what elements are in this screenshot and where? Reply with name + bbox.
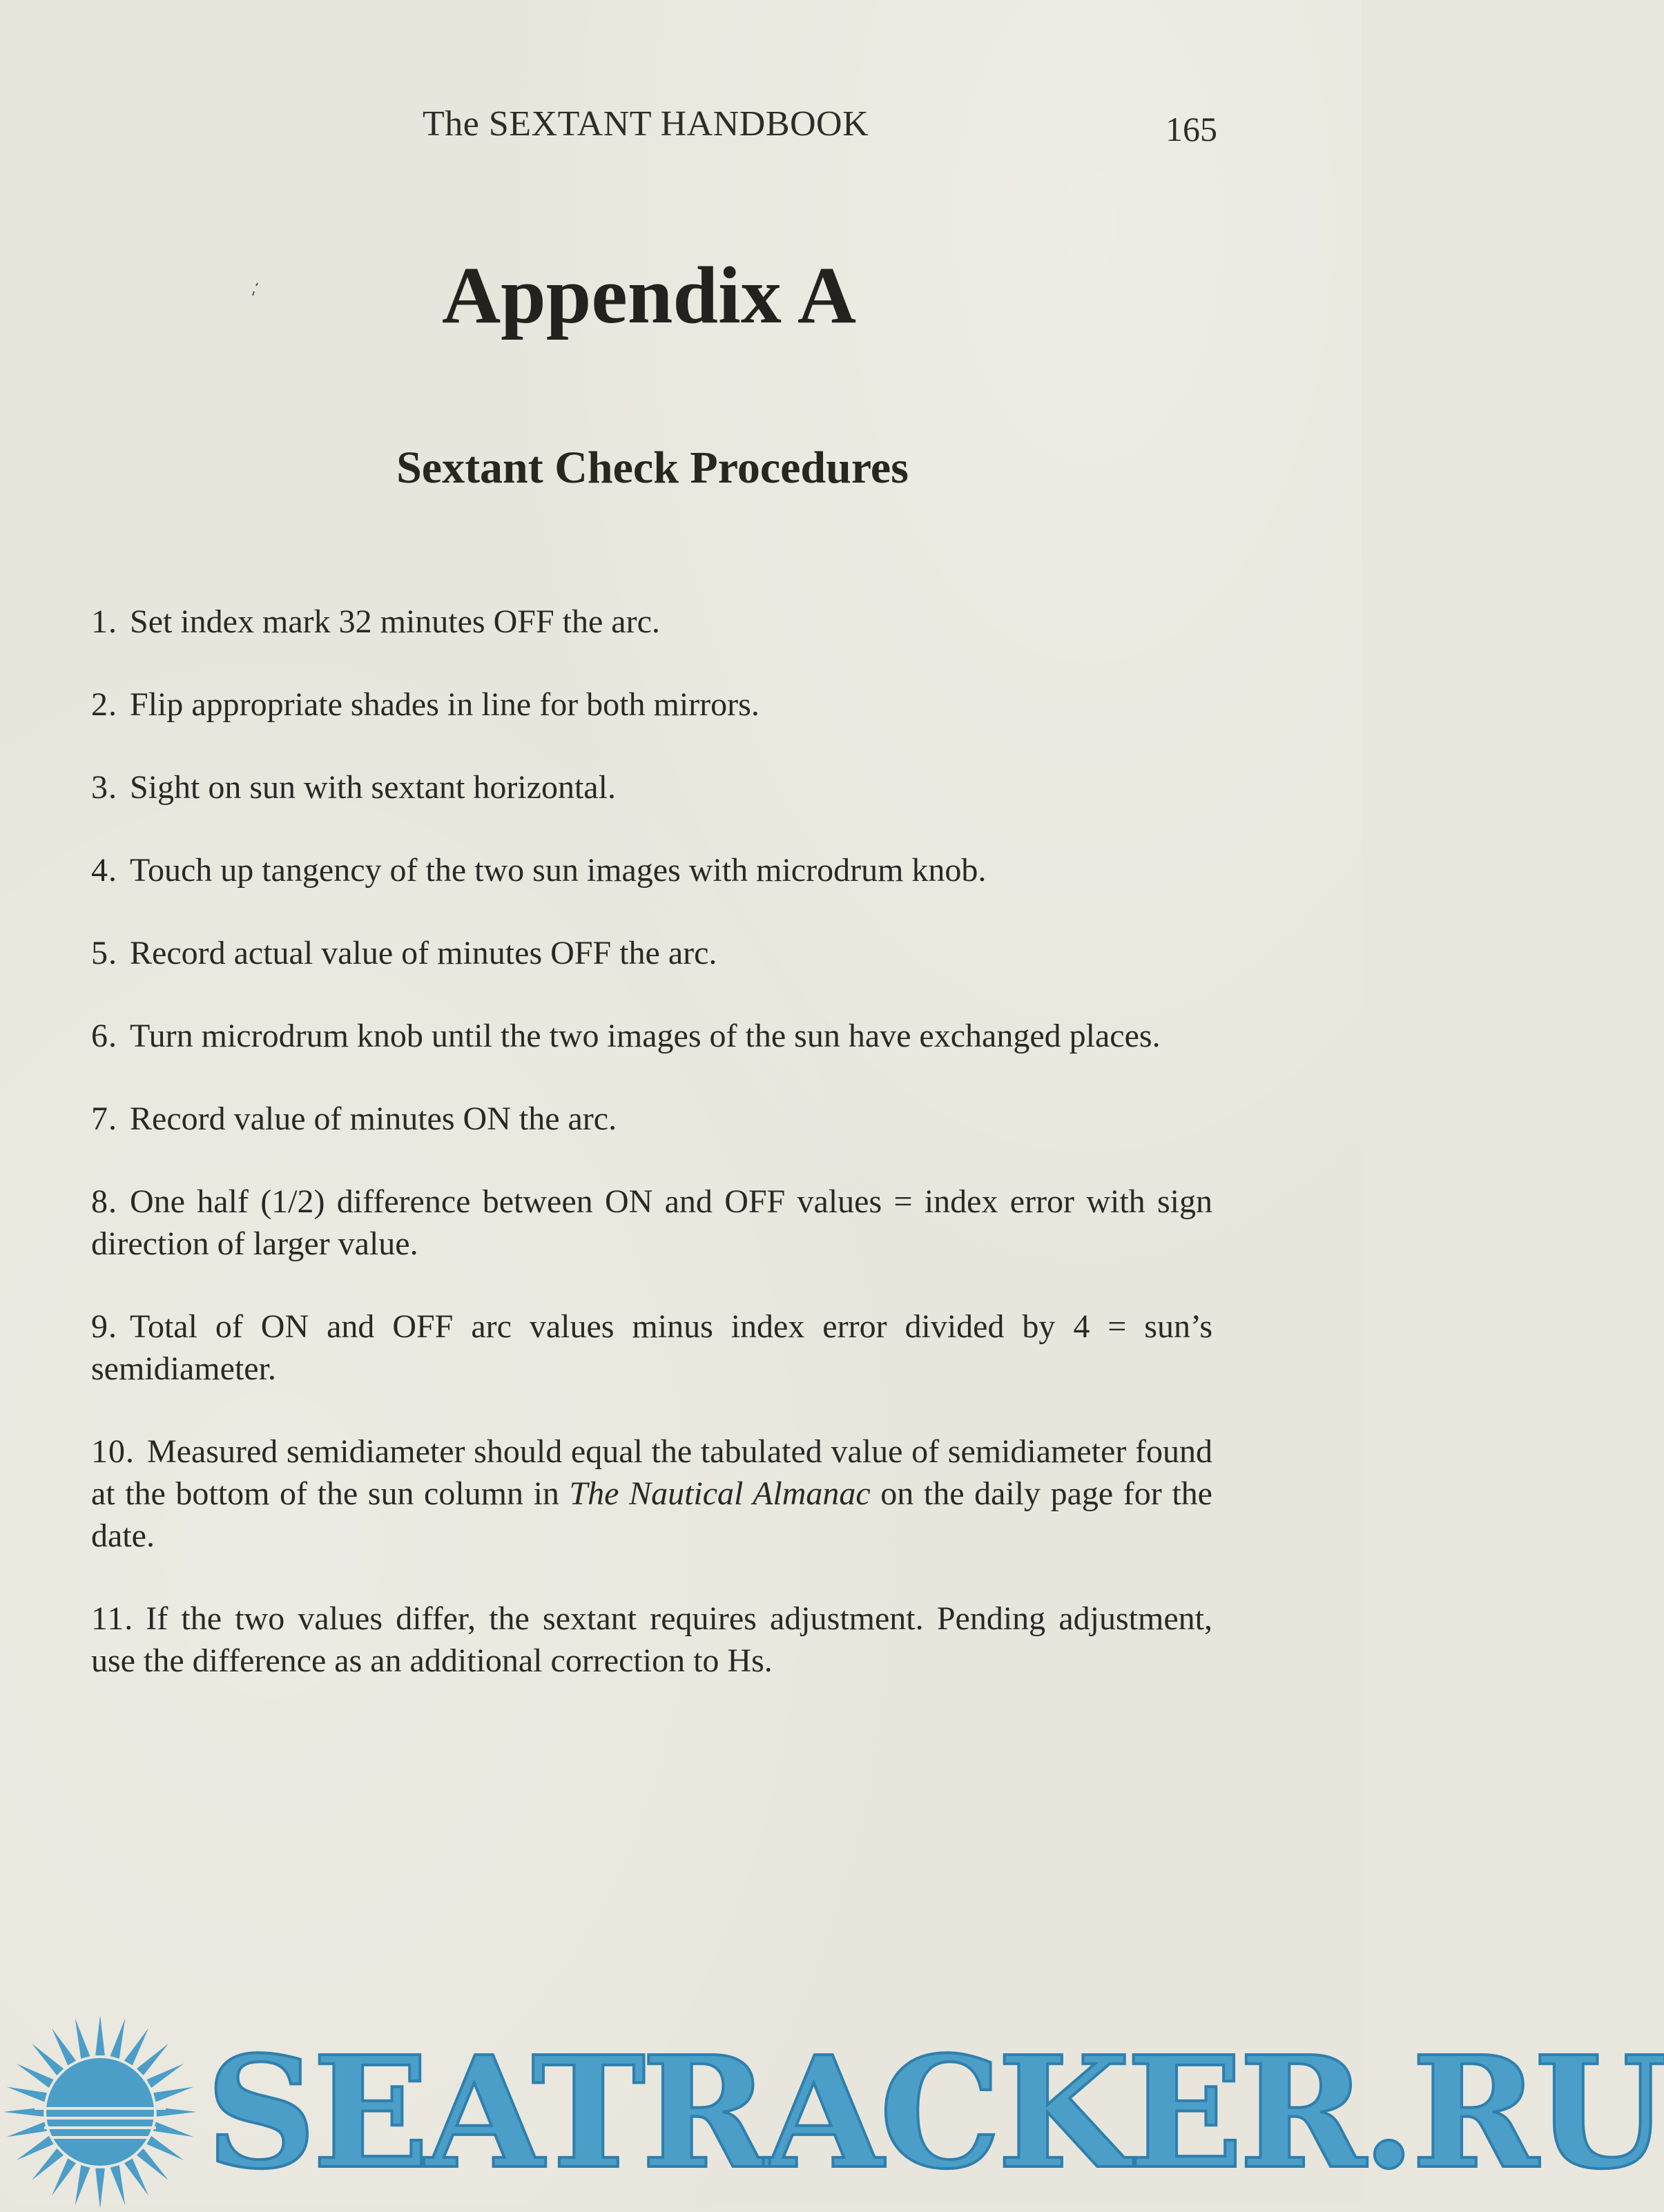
step-text: Sight on sun with sextant horizontal.: [130, 769, 616, 806]
sun-ray-icon: [32, 2148, 64, 2180]
step-text-part: on the daily page for the date.: [91, 1475, 1212, 1554]
sun-ray-icon: [7, 2087, 47, 2102]
page-number: 165: [1165, 110, 1217, 148]
sun-ray-icon: [110, 2019, 126, 2059]
procedure-step: [91, 1181, 1212, 1265]
running-header-title: The SEXTANT HANDBOOK: [423, 104, 869, 144]
procedure-steps-list: [91, 601, 1212, 1723]
step-number: 10.: [91, 1433, 135, 1470]
sun-ray-icon: [75, 2165, 90, 2205]
procedure-step: [91, 1306, 1212, 1390]
sun-icon: [0, 2012, 200, 2212]
step-text: Set index mark 32 minutes OFF the arc.: [130, 603, 660, 640]
step-number: 1.: [91, 603, 117, 640]
procedure-step: [91, 601, 1212, 643]
step-number: 8.: [91, 1183, 117, 1220]
sun-ray-icon: [153, 2087, 193, 2102]
step-number: 7.: [91, 1100, 117, 1137]
sun-ray-icon: [137, 2148, 168, 2180]
step-text: [91, 1433, 1212, 1554]
procedure-step: [91, 1598, 1212, 1682]
step-text: Total of ON and OFF arc values minus index error divided by 4 = sun’s semidiameter.: [91, 1308, 1212, 1387]
procedure-step: [91, 1015, 1212, 1057]
sun-ray-icon: [52, 2158, 76, 2195]
sun-ray-icon: [95, 2169, 105, 2209]
watermark-text: SEATRACKER.RU: [206, 2024, 1664, 2203]
procedure-step: [91, 1430, 1212, 1557]
sun-ray-icon: [137, 2044, 168, 2075]
sun-ray-icon: [146, 2136, 184, 2160]
section-title: Sextant Check Procedures: [396, 443, 909, 493]
sun-ray-icon: [17, 2064, 54, 2088]
step-text: Touch up tangency of the two sun images with microdrum knob.: [130, 852, 987, 889]
sun-ray-icon: [7, 2122, 47, 2137]
sun-ray-icon: [95, 2015, 105, 2055]
sun-ray-icon: [75, 2019, 90, 2059]
step-number: 9.: [91, 1308, 117, 1345]
appendix-title: Appendix A: [441, 250, 857, 340]
procedure-step: [91, 932, 1212, 974]
sun-ray-icon: [17, 2136, 54, 2160]
procedure-step: [91, 683, 1212, 726]
sun-ray-icon: [153, 2122, 193, 2137]
step-text: Flip appropriate shades in line for both mirrors.: [130, 686, 760, 723]
step-text: One half (1/2) difference between ON and OFF values = index error with sign direction of larger value.: [91, 1183, 1212, 1262]
step-text: Record value of minutes ON the arc.: [130, 1100, 617, 1137]
step-text: Turn microdrum knob until the two images of the sun have exchanged places.: [130, 1018, 1161, 1054]
step-number: 11.: [91, 1600, 134, 1637]
watermark: [0, 2002, 1664, 2206]
sun-ray-icon: [124, 2158, 148, 2195]
step-text: Record actual value of minutes OFF the arc.: [130, 935, 717, 971]
sun-ray-icon: [52, 2028, 76, 2066]
step-number: 3.: [91, 769, 117, 806]
step-number: 2.: [91, 686, 117, 723]
sun-ray-icon: [110, 2165, 126, 2205]
procedure-step: [91, 766, 1212, 808]
procedure-step: [91, 1098, 1212, 1140]
step-text-part: Measured semidiameter should equal the tabulated value of semidiameter found at the bottom of the sun column in: [91, 1433, 1212, 1512]
step-text: If the two values differ, the sextant requires adjustment. Pending adjustment, use the difference as an additional correction to Hs.: [91, 1600, 1212, 1679]
almanac-title: The Nautical Almanac: [569, 1475, 871, 1512]
sun-ray-icon: [146, 2064, 184, 2088]
procedure-step: [91, 849, 1212, 891]
step-number: 5.: [91, 935, 117, 971]
sun-ray-icon: [32, 2044, 64, 2075]
step-number: 4.: [91, 852, 117, 889]
step-number: 6.: [91, 1018, 117, 1054]
sun-ray-icon: [124, 2028, 148, 2066]
